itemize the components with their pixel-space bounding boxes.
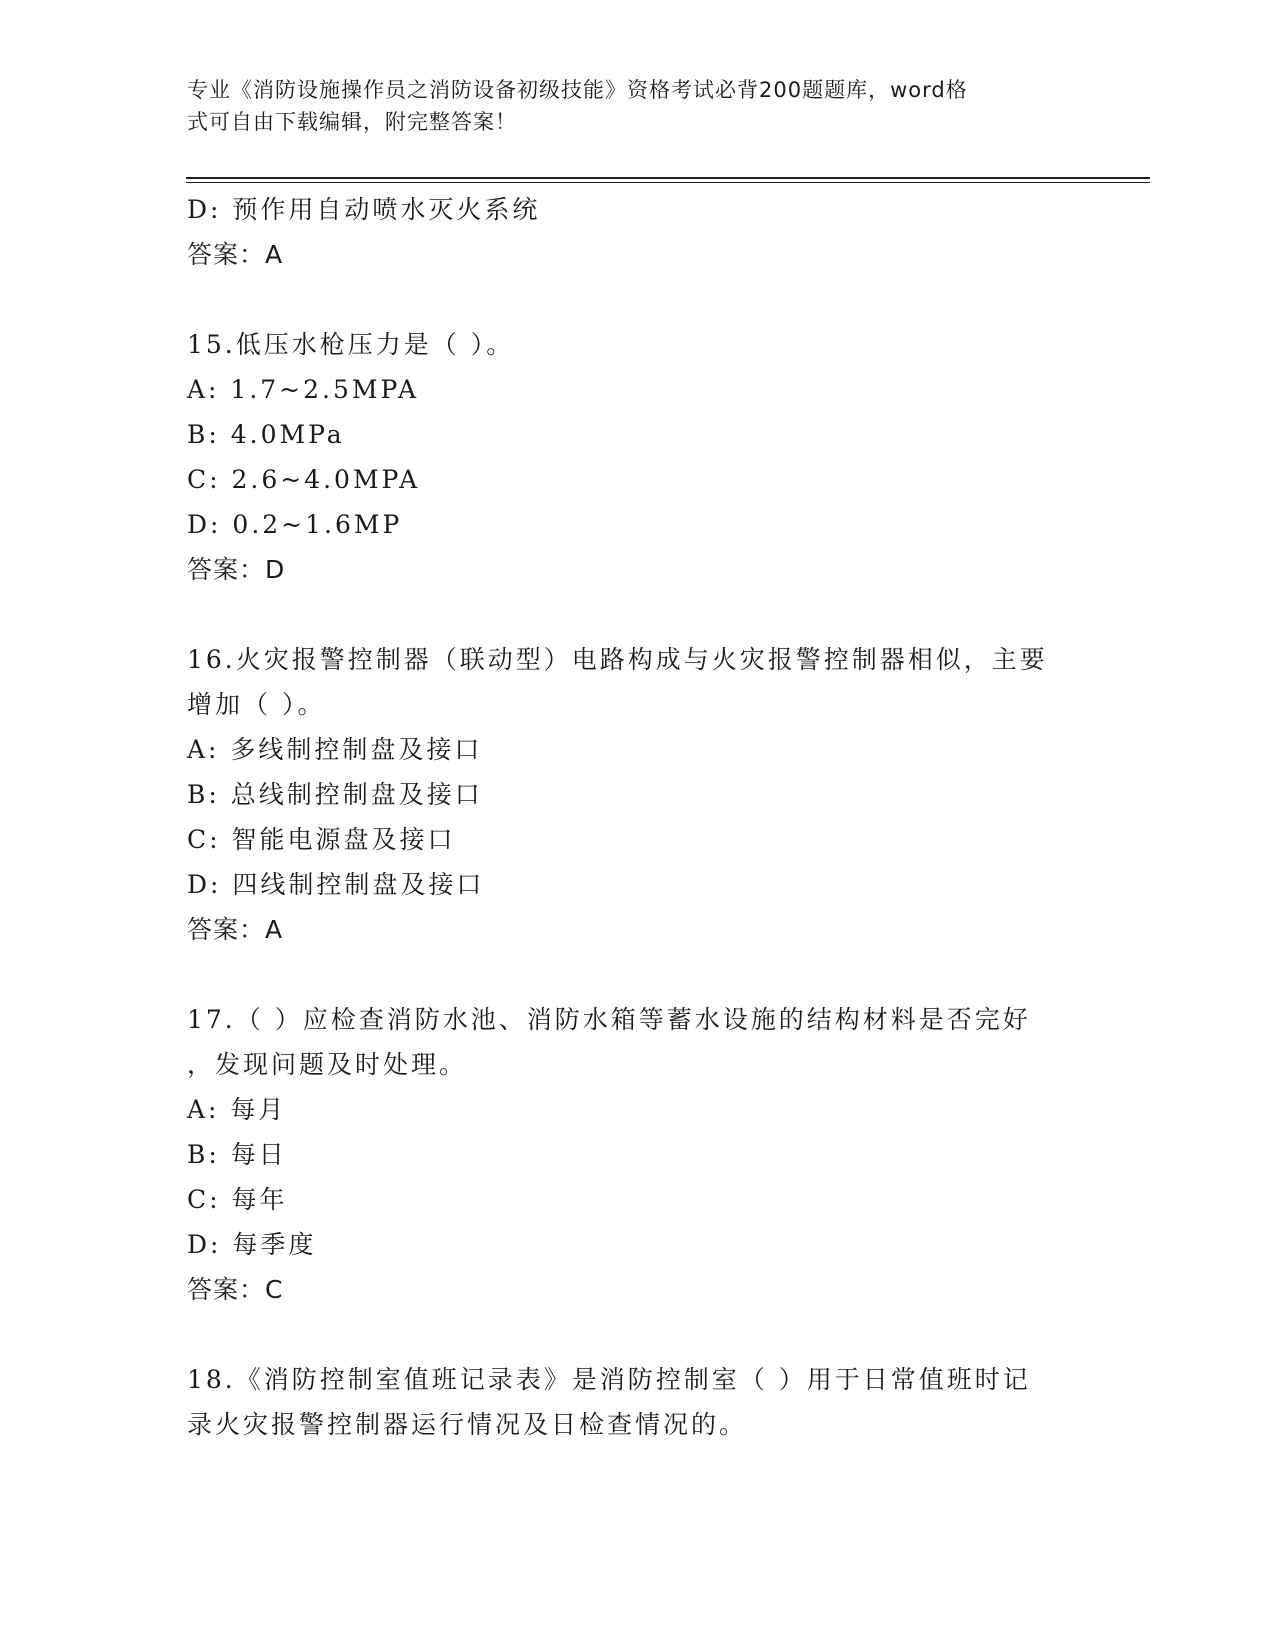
header-divider-thick <box>186 177 1150 179</box>
document-header <box>187 74 1067 138</box>
option-a: A: 多线制控制盘及接口 <box>187 735 483 764</box>
option-c: C: 2.6~4.0MPA <box>187 465 421 494</box>
question-15 <box>187 322 1087 592</box>
option-a: A: 每月 <box>187 1095 287 1124</box>
question-stem-continued: 录火灾报警控制器运行情况及日检查情况的。 <box>187 1410 748 1439</box>
option-b: B: 总线制控制盘及接口 <box>187 780 483 809</box>
spacer <box>187 952 1087 997</box>
answer: 答案：C <box>187 1275 284 1304</box>
question-stem-continued: 增加（ ）。 <box>187 690 326 719</box>
option-d: D: 预作用自动喷水灭火系统 <box>187 195 541 224</box>
option-c: C: 智能电源盘及接口 <box>187 825 456 854</box>
question-stem: 15.低压水枪压力是（ ）。 <box>187 330 515 359</box>
answer: 答案：D <box>187 555 286 584</box>
spacer <box>187 592 1087 637</box>
question-stem: 16.火灾报警控制器（联动型）电路构成与火灾报警控制器相似，主要 <box>187 645 1048 674</box>
question-18 <box>187 1357 1087 1447</box>
question-content <box>187 187 1087 1447</box>
question-stem: 17.（ ）应检查消防水池、消防水箱等蓄水设施的结构材料是否完好 <box>187 1005 1031 1034</box>
header-line-1: 专业《消防设施操作员之消防设备初级技能》资格考试必背200题题库，word格 <box>187 78 968 102</box>
question-16 <box>187 637 1087 952</box>
option-a: A: 1.7~2.5MPA <box>187 375 420 404</box>
option-b: B: 每日 <box>187 1140 287 1169</box>
question-17 <box>187 997 1087 1312</box>
header-divider-thin <box>186 182 1150 183</box>
answer: 答案：A <box>187 240 284 269</box>
option-c: C: 每年 <box>187 1185 288 1214</box>
spacer <box>187 1312 1087 1357</box>
option-d: D: 0.2~1.6MP <box>187 510 403 539</box>
header-line-2: 式可自由下载编辑，附完整答案！ <box>187 110 517 134</box>
question-stem: 18.《消防控制室值班记录表》是消防控制室（ ）用于日常值班时记 <box>187 1365 1031 1394</box>
option-b: B: 4.0MPa <box>187 420 345 449</box>
option-d: D: 每季度 <box>187 1230 317 1259</box>
previous-question-tail <box>187 187 1087 277</box>
question-stem-continued: ，发现问题及时处理。 <box>187 1050 468 1079</box>
answer: 答案：A <box>187 915 284 944</box>
spacer <box>187 277 1087 322</box>
option-d: D: 四线制控制盘及接口 <box>187 870 485 899</box>
